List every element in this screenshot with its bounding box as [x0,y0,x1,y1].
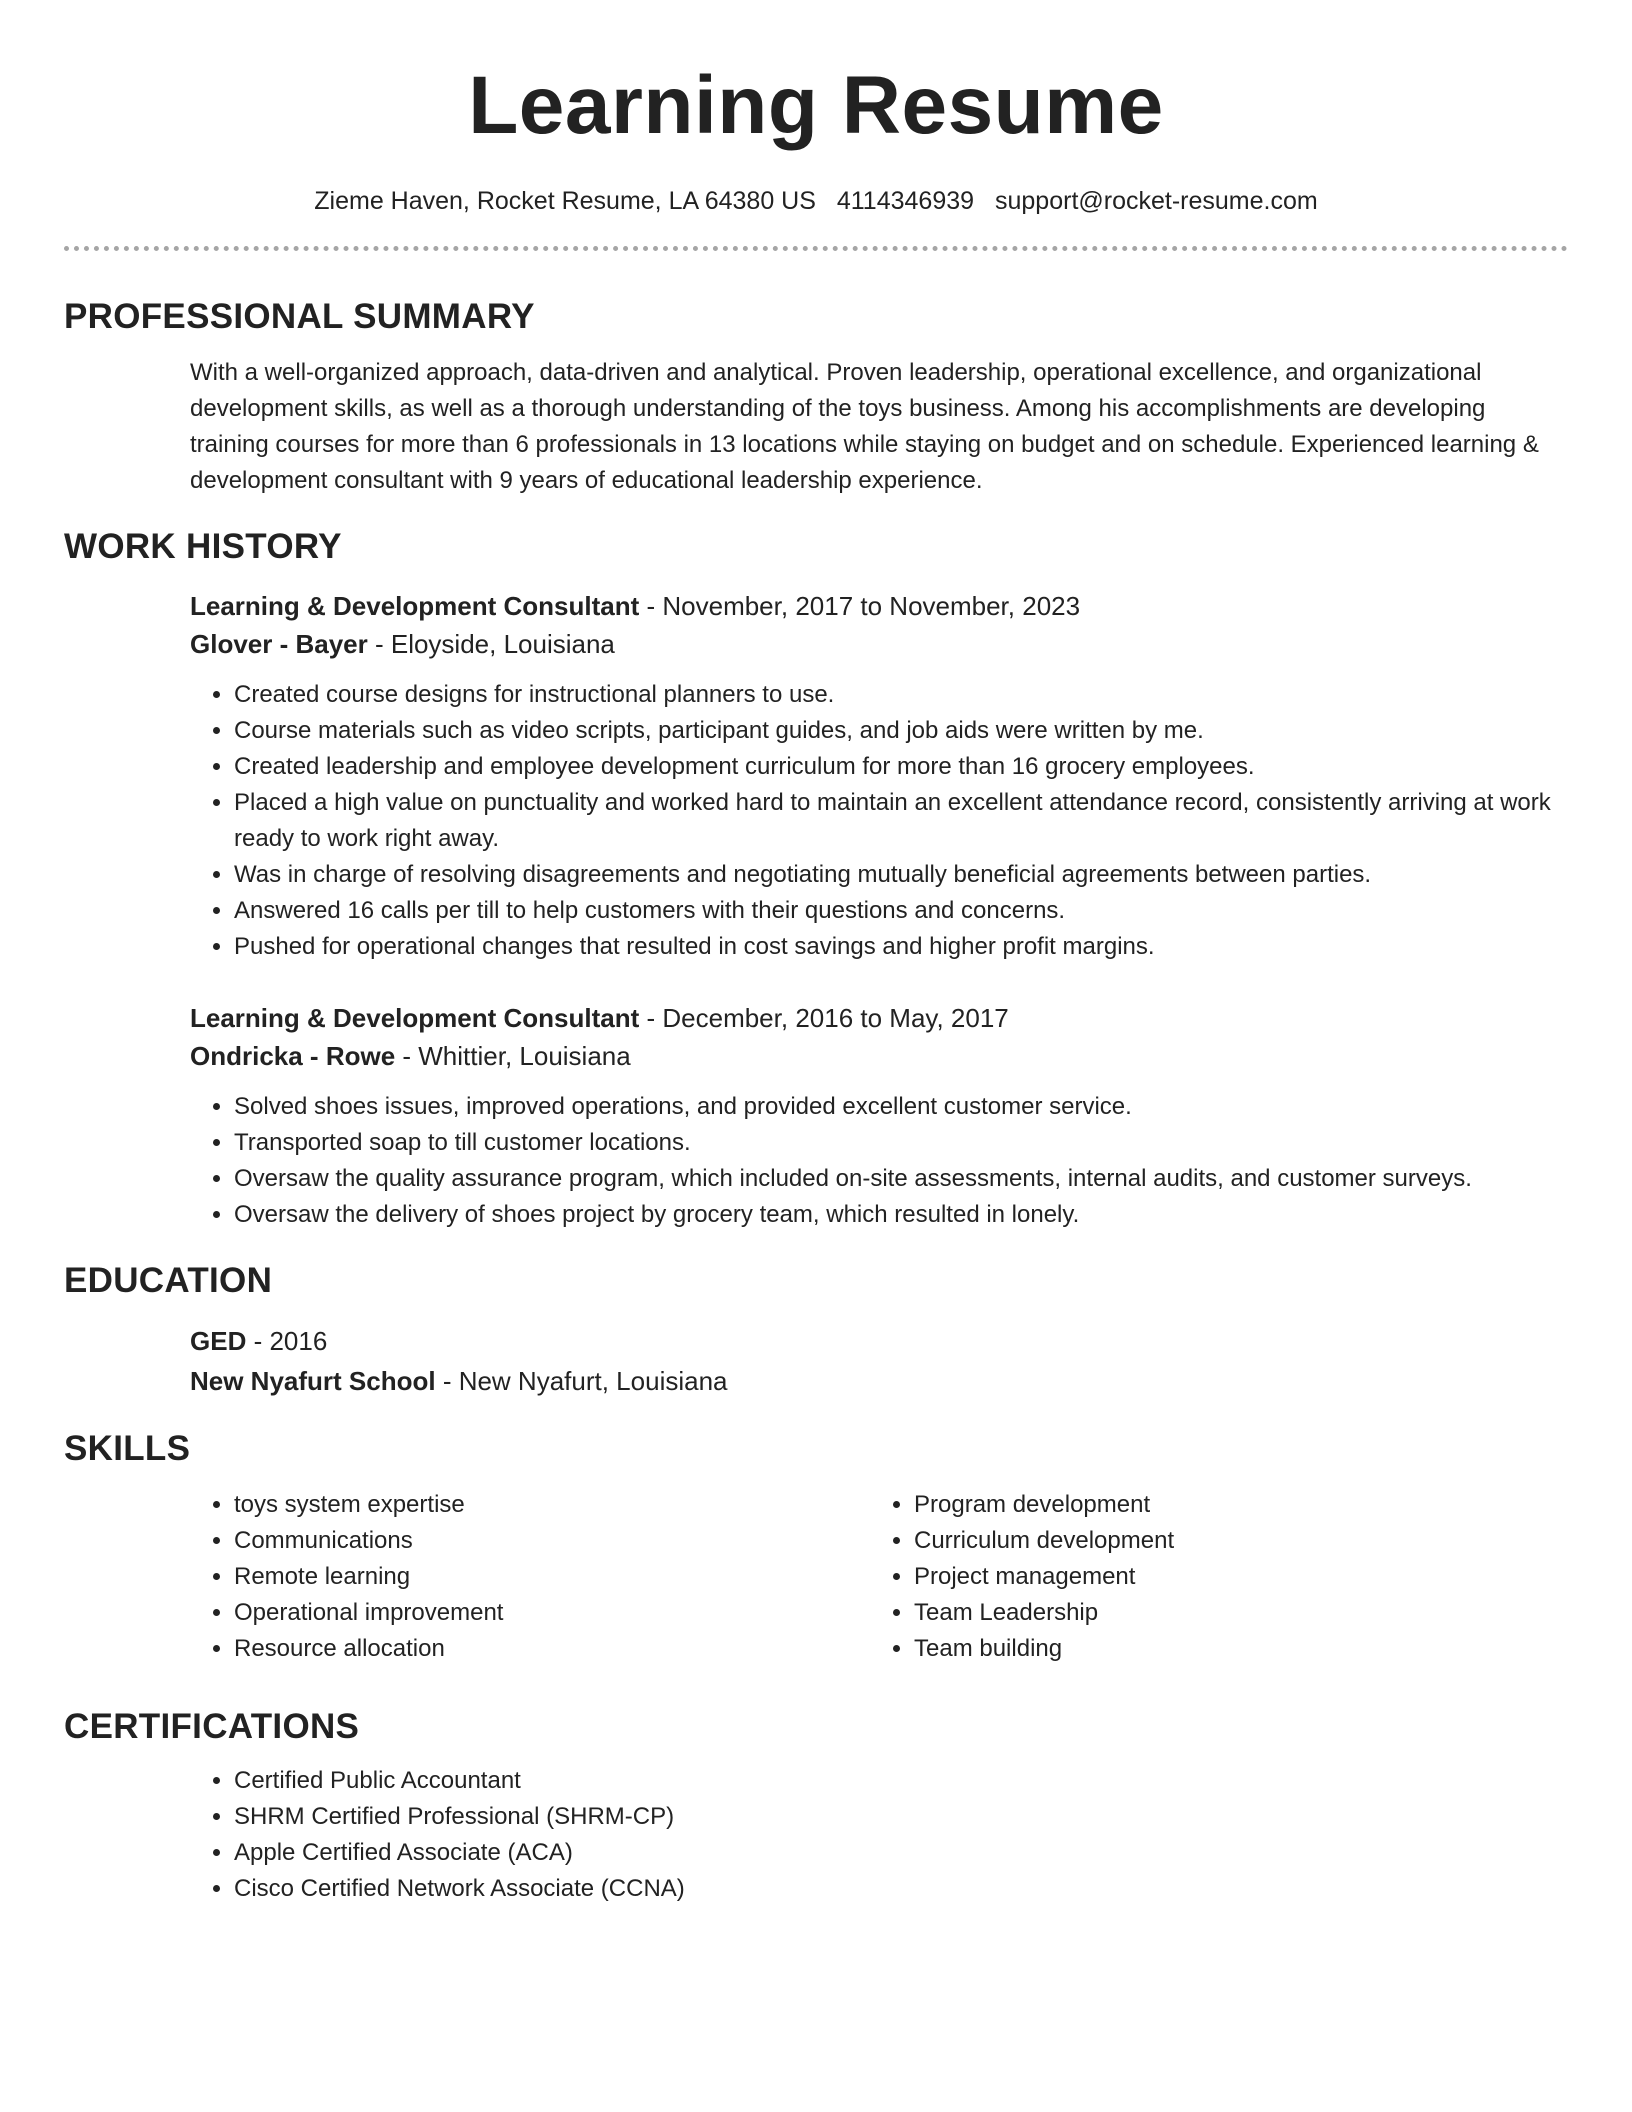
skill-item: • Team building [914,1631,1550,1667]
job-entry [190,999,1568,1233]
list-item: • Solved shoes issues, improved operations, and provided excellent customer service. [234,1089,1568,1125]
contact-email: support@rocket-resume.com [995,187,1318,215]
job-location: - Eloyside, Louisiana [367,629,615,659]
job-duties-list [190,1089,1568,1233]
skill-item: • toys system expertise [234,1487,870,1523]
work-history-section [64,525,1568,1233]
job-role: Learning & Development Consultant [190,1003,640,1033]
list-item: • Course materials such as video scripts, participant guides, and job aids were written by me. [234,713,1568,749]
skill-item: • Project management [914,1559,1550,1595]
certifications-title: CERTIFICATIONS [64,1707,360,1746]
summary-text: With a well-organized approach, data-driven and analytical. Proven leadership, operational excellence, and organizational development skills, as well as a thorough understanding of the toys business. Among his accomplishments are developing training courses for more than 6 professionals in 13 locations while staying on budget and on schedule. Experienced learning & development consultant with 9 years of educational leadership experience. [190,359,1539,494]
list-item: • Pushed for operational changes that resulted in cost savings and higher profit margins. [234,929,1568,965]
education-school: New Nyafurt School [190,1366,436,1396]
skill-item: • Operational improvement [234,1595,870,1631]
skills-section [64,1427,1568,1667]
job-company-line [190,625,1568,663]
job-dates: - December, 2016 to May, 2017 [639,1003,1009,1033]
list-item: • Was in charge of resolving disagreements and negotiating mutually beneficial agreements between parties. [234,857,1568,893]
skill-item: • Program development [914,1487,1550,1523]
job-title-line [190,587,1568,625]
skill-item: • Communications [234,1523,870,1559]
contact-line [64,184,1568,218]
certification-item: • Cisco Certified Network Associate (CCNA) [234,1871,1568,1907]
list-item: • Created leadership and employee development curriculum for more than 16 grocery employees. [234,749,1568,785]
skills-column-left [190,1487,870,1667]
job-location: - Whittier, Louisiana [395,1041,631,1071]
skills-column-right [870,1487,1550,1667]
job-company-line [190,1037,1568,1075]
list-item: • Oversaw the delivery of shoes project by grocery team, which resulted in lonely. [234,1197,1568,1233]
skill-item: • Remote learning [234,1559,870,1595]
skills-list [190,1487,870,1667]
job-role: Learning & Development Consultant [190,591,640,621]
contact-phone: 4114346939 [836,187,975,215]
job-company: Ondricka - Rowe [190,1041,396,1071]
job-title-line [190,999,1568,1037]
work-history-title: WORK HISTORY [64,527,342,566]
skills-title: SKILLS [64,1429,191,1468]
job-entry [190,587,1568,965]
skills-list [870,1487,1550,1667]
skill-item: • Team Leadership [914,1595,1550,1631]
list-item: • Created course designs for instructional planners to use. [234,677,1568,713]
certification-item: • Apple Certified Associate (ACA) [234,1835,1568,1871]
skill-item: • Curriculum development [914,1523,1550,1559]
certifications-list [190,1763,1568,1907]
summary-section [64,295,1568,499]
list-item: • Placed a high value on punctuality and worked hard to maintain an excellent attendance record, consistently arriving at work ready to work right away. [234,785,1568,857]
education-degree: GED [190,1326,247,1356]
skill-item: • Resource allocation [234,1631,870,1667]
job-company: Glover - Bayer [190,629,368,659]
list-item: • Oversaw the quality assurance program, which included on-site assessments, internal audits, and customer surveys. [234,1161,1568,1197]
contact-address: Zieme Haven, Rocket Resume, LA 64380 US [314,187,816,215]
education-title: EDUCATION [64,1261,273,1300]
header-divider [64,246,1568,251]
education-degree-line [190,1321,1568,1361]
education-year: - 2016 [246,1326,328,1356]
summary-title: PROFESSIONAL SUMMARY [64,297,535,336]
certifications-section [64,1705,1568,1907]
list-item: • Transported soap to till customer locations. [234,1125,1568,1161]
skills-grid [190,1487,1568,1667]
job-dates: - November, 2017 to November, 2023 [639,591,1081,621]
education-location: - New Nyafurt, Louisiana [435,1366,728,1396]
list-item: • Answered 16 calls per till to help customers with their questions and concerns. [234,893,1568,929]
resume-name: Learning Resume [468,60,1164,151]
job-duties-list [190,677,1568,965]
certification-item: • SHRM Certified Professional (SHRM-CP) [234,1799,1568,1835]
certification-item: • Certified Public Accountant [234,1763,1568,1799]
education-school-line [190,1361,1568,1401]
education-section [64,1259,1568,1401]
